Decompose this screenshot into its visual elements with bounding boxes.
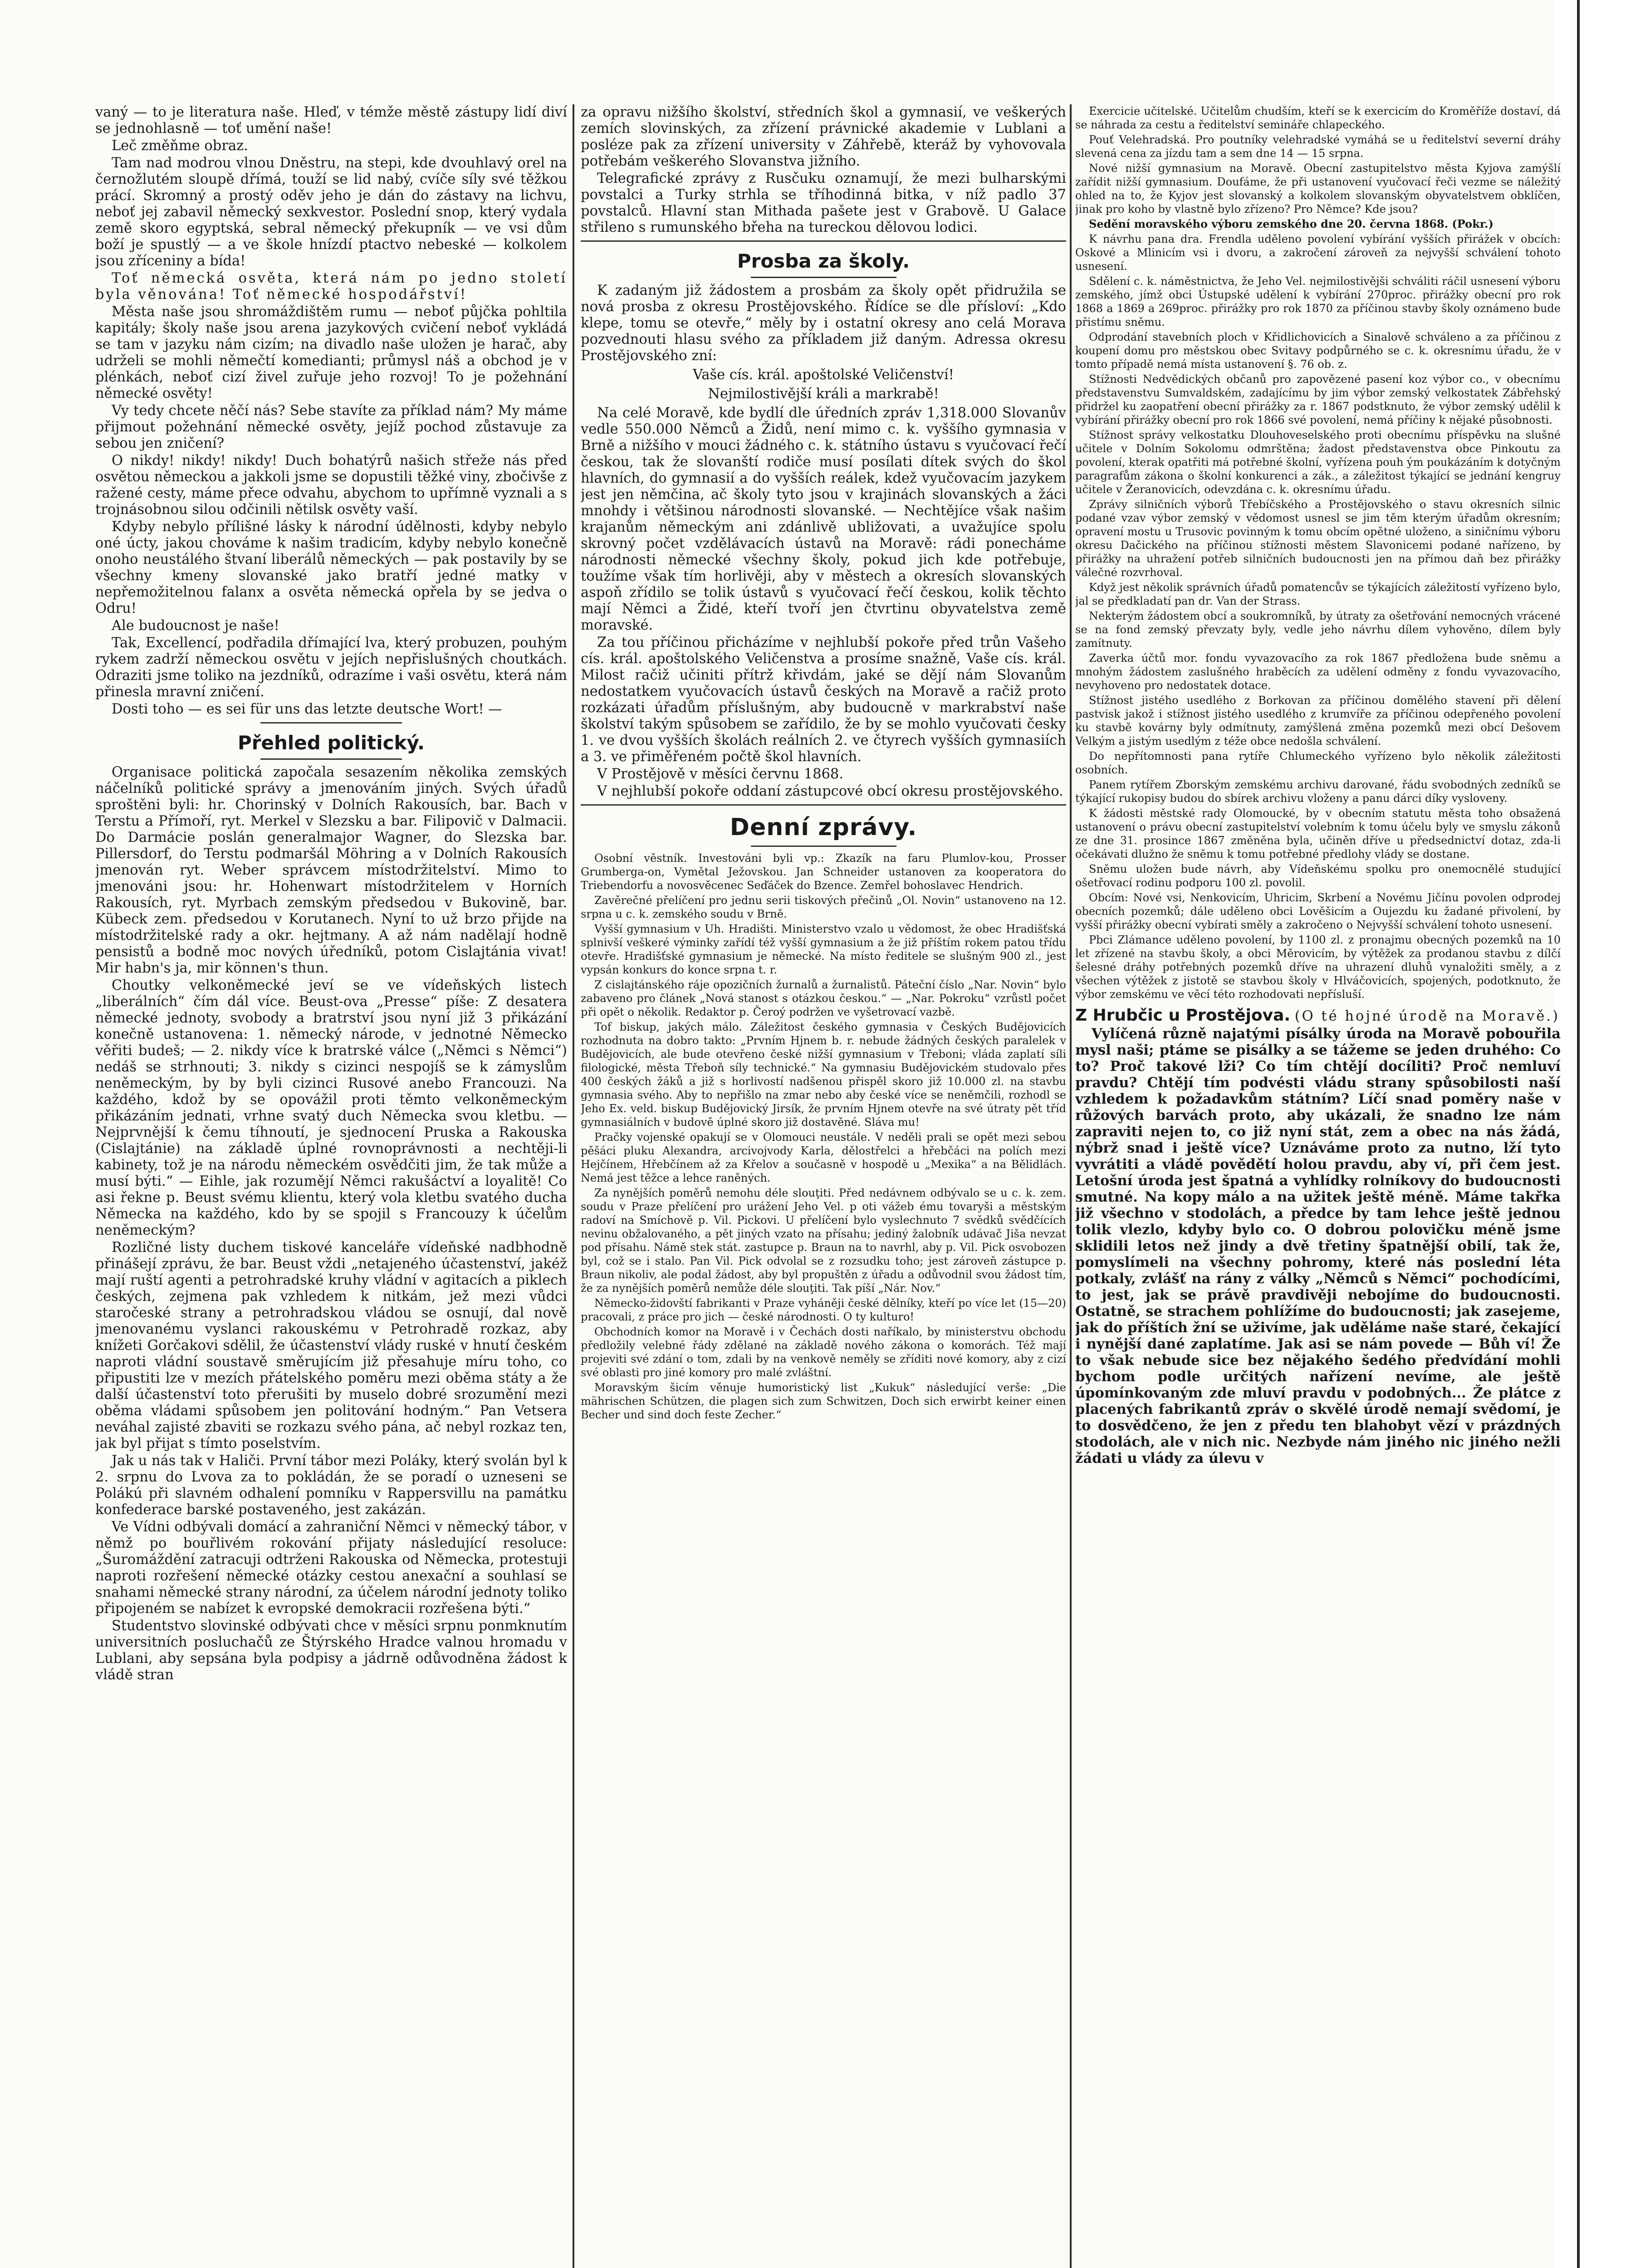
news-item: Za nynějších poměrů nemohu déle slouţiti. Před nedávnem odbývalo se u c. k. zem. soudu v Praze přelíčení pro urážení Jeho Vel. p oti vážeb ému tovaryši a městským radoví na Smíchově p. Vil. Pickovi. U přelíčení bylo vyslechnuto 7 svědků svědčících nevinu obžalovaného, a pět jiných vzato na přísahu; jediný žalobník udávač Jiša nevzat pod přísahu. Námě stek stát. zastupce p. Braun na to navrhl, aby p. Vil. Pick osvobozen byl, což se i stalo. Pan Vil. Pick odvolal se z rozsudku toho; jest zároveň zástupce p. Braun nikoliv, ale podal žádost, aby byl propuštěn z úřadu a odůvodnil svou žádost tím, že za nynějších poměrů nemůže déle slouţiti. Tak píší „Nár. Nov.“ — [581, 1187, 1066, 1295]
article-paragraph: Toť německá osvěta, která nám po jedno století byla věnována! Toť německé hospodářství! — [95, 270, 567, 303]
column-left — [95, 104, 567, 2268]
article-paragraph: Studentstvo slovinské odbývati chce v měsíci srpnu ponmknutím universitních posluchačů ze Štýrského Hradce valnou hromadu v Lublani, aby sepsána byla podpisy a jádrně odůvodněna žádost k vládě stran — [95, 1618, 567, 1683]
article-paragraph: K zadaným již žádostem a prosbám za školy opět přidružila se nová prosba z okresu Prostějovského. Řídíce se dle přísloví: „Kdo klepe, tomu se otevře,“ měly by i ostatní okresy ano celá Morava pozvednouti hlasu svého za příkladem již daným. Adressa okresu Prostějovského zní: — [581, 283, 1066, 364]
column-rule — [1070, 104, 1072, 2268]
article-paragraph: Jak u nás tak v Haliči. První tábor mezi Poláky, který svolán byl k 2. srpnu do Lvova za to pokládán, že se poradí o uzneseni se Polákú při slavném odhalení pomníku v Rappersvillu na památku konfederace barské postaveného, jest zakázán. — [95, 1453, 567, 1518]
article-paragraph: Tam nad modrou vlnou Dněstru, na stepi, kde dvouhlavý orel na černožlutém sloupě dřímá, touží se lid nabý, cvíče síly své těžkou prácí. Skromný a prostý oděv jeho je dán do zástavy na lichvu, neboť jej zabavil německý sexkvestor. Poslední snop, který vydala země skoro egyptská, sebral německý překupník — ve vsi dům boží je spustlý — a ve škole hnízdí ptactvo nebeské — kolkolem jsou zříceniny a bída! — [95, 155, 567, 269]
article-paragraph: za opravu nižšího školství, středních škol a gymnasií, ve veškerých zemích slovinských, za zřízení právnické akademie v Lublani a posléze pak za zřízení university v Záhřebě, kteráž by vyhovovala potřebám veškerého Slovanstva jižního. — [581, 104, 1066, 169]
column-rule — [573, 104, 574, 2268]
article-paragraph: Organisace politická započala sesazením několika zemských náčelníků politické správy a jmenováním jiných. Svých úřadů sproštěni byli: hr. Chorinský v Dolních Rakousích, bar. Bach v Terstu a Přímoří, ryt. Merkel v Slezsku a bar. Filipovič v Dalmacii. Do Darmácie poslán generalmajor Wagner, do Slezska bar. Pillersdorf, do Terstu podmaršál Möhring a v Dolních Rakousích jmenován ryt. Weber správcem místodržitelství. Mimo to jmenováni jsou: hr. Hohenwart místodržitelem v Horních Rakousích, ryt. Myrbach zemským předsedou v Bukovině, bar. Kübeck zem. předsedou v Korutanech. Nyní to už brzo přijde na místodržitelské rady a okr. hejtmany. A až nám nadělají hodně pensistů a bodně moc nových úředníků, potom Cislajtánia vivat! Mir habn's ja, mir können's thun. — [95, 764, 567, 976]
news-item: Nekterým žádostem obcí a soukromníků, by útraty za ošetřování nemocných vrácené se na fond zemský převzaty byly, vedle jeho návrhu dílem vyhověno, dílem byly zamítnuty. — [1075, 610, 1561, 650]
news-item: Do nepřítomnosti pana rytíře Chlumeckého vyřízeno bylo několik záležitosti osobních. — [1075, 750, 1561, 776]
news-item: Moravským šicím věnuje humoristický list „Kukuk“ následující verše: „Die mährischen Schützen, die plagen sich zum Schwitzen, Doch sich erwirbt keiner einen Becher und sind doch feste Zecher.“ — [581, 1381, 1066, 1421]
news-item: Stížnosti Nedvědických občanů pro zapovězené pasení koz výbor co., v obecnímu představenstvu Sumvaldském, zadajícímu by jim výbor zemský velkostatek Zábřehský přidržel ku zaopatření obecní přirážky za r. 1867 podstknuto, že výbor zemský udělil k vybírání přirážky obecní pro rok 1866 své povolení, nemá příčiny k nějaké působnosti. — [1075, 373, 1561, 426]
article-paragraph: Za tou příčinou přicházíme v nejhlubší pokoře před trůn Vašeho cís. král. apoštolského Veličenstva a prosíme snažně, Vaše cís. král. Milost račiž učiniti přítrž křivdám, jaké se dějí nám Slovanům nedostatkem vyučovacích ústavů českých na Moravě a račiž proto rozkázati úřadům příslušným, aby budoucně v markrabství naše školství takým spůsobem se zařídilo, že by se mohlo vyučovati česky 1. ve dvou vyšších školách reálních 2. ve čtyrech vyšších gymnasiích a 3. ve přiměřeném počtě škol hlavních. — [581, 635, 1066, 765]
article-paragraph: Kdyby nebylo přílišné lásky k národní údělnosti, kdyby nebylo oné úcty, jakou chováme k našim tradicím, kdyby nebylo konečně onoho neustálého štvaní liberálů německých — pak postavily by se všechny kmeny slovanské jako bratří jedné matky v nepřemožitelnou falanx a osvěta německá opřela by se jedva o Odru! — [95, 519, 567, 616]
address-line: Vaše cís. král. apoštolské Veličenství! — [693, 367, 954, 383]
news-item: Pbci Zlámance uděleno povolení, by 1100 zl. z pronajmu obecných pozemků na 10 let zřízené na stavbu školy, a obci Měrovicím, by výtěžek za prodanou stavbu z dílčí šelesné dráhy potřebných pozemků dříve na uhrazení dluhů vynaložiti směly, a z všechen výtěžek z jistotě se stavbou školy v Hlváčovicích, spojených, podotknuto, že výbor zemskému ve věcí této rozhodovati nepřísluší. — [1075, 934, 1561, 1001]
article-paragraph: Ve Vídni odbývali domácí a zahraniční Němci v německý tábor, v němž po bouřlivém rokování přijaty následující resolucе: „Šuromáždění zatracuji odtrženi Rakouska od Německa, protestuji naproti rozřešení německé otázky cestou anexační a souhlasí se snahami německé strany národní, za účelem národní jednoty toliko připojeném se nabízet k evropské demokracii rozřešena býti.“ — [95, 1519, 567, 1617]
news-item: Nové nižší gymnasium na Moravě. Obecní zastupitelstvo města Kyjova zamýšlí zařídit nižší gymnasium. Doufáme, že při ustanovení vyučovací řeči vezme se náležitý ohled na to, že Kyjov jest slovanský a kolkolem slovanským obyvatelstvem obklíčen, jinak pro koho by vlastně bylo zřízeno? Pro Němce? Kde jsou? — [1075, 162, 1561, 215]
article-paragraph: Vylíčená různě najatými písálky úrodа na Moravě pobouřila mysl naši; ptáme se pisálky a se tážeme se jeden druhého: Co to? Proč takové lži? Co tím chtějí docíliti? Proč nemluví pravdu? Chtějí tím podvésti vládu strany spůsobilosti naší vzhledem k požadavkům státním? Líčí snad poměry naše v růžových barvách proto, aby ukázali, že snadno lze nám zapraviti nejen to, co již nyní stát, zem a obec na nás žádá, nýbrž snad i ještě více? Uznáváme proto za nutno, lží tyto vyvrátiti a vládě povědětí holou pravdu, aby ví, při čem jest. Letošní úroda jest špatná a vyhlídky rolníkovy do budoucnosti smutné. Na kopy málo a na užitek ještě méně. Máme takřka již všechno v stodolách, a předce by tam lehce ještě jednou tolik vlezlo, kdyby bylo co. O dobrou polovičku méně jsme sklidili letos než jindy a dvě třetiny špatnější obilí, tak že, pomyslímeli na všechny pohromy, které nás poslední léta potkaly, zvlášť na rány z války „Němců s Němci“ pochodícími, to jest, jak se právě pravdivěji nebojíme do budoucnosti. Ostatně, se strachem pohlížíme do budoucnosti; jak zasejeme, jak do příštích žní se uživíme, jak uděláme naše staré, čekající i nynější dané zaplatíme. Jak asi se nám povede — Bůh ví! Že to však nebude sice bez nějakého šedého předvídání mohli bychom podle určitých nařízení nevíme, ale ještě úpomínkovaným zde mluví pravdu v podobných... Že plátce z placených fabrikantů zpráv o skvělé úrodě nemají svědomí, je to dosvědčeno, že jen z předu ten blahobyt vězí v prázdných stodolách, ale v nich nic. Nezbyde nám jiného nic jiného nežli žádati u vlády za úlevu v — [1075, 1026, 1561, 1466]
subsection-note: (Pokr.) — [1452, 217, 1494, 230]
address-line: Nejmilostivější králi a markrabě! — [708, 386, 939, 402]
section-divider — [260, 722, 402, 723]
page-edge-line — [1577, 0, 1580, 2268]
news-item: Obchodních komor na Moravě i v Čechách dosti naříkalo, by ministerstvu obchodu předložily velebné řády zdělané na základě nového zákona o komorách. Též mají projeviti své zdání o tom, zdali by na venkově neměly se zříditi nové komory, aby z cizí své oblasti pro jiné komory pro malé zvláštní. — [581, 1325, 1066, 1379]
section-title: Prosba za školy. — [737, 250, 910, 272]
article-paragraph: Telegrafické zprávy z Rusčuku oznamují, že mezi bulharskými povstalci a Turky strhla se tříhodinná bitka, v níž padlo 37 povstalců. Hlavní stan Mithada pašete jest v Grabově. U Galace střileno s rumunského břeha na tureckou dělovou lodici. — [581, 171, 1066, 235]
article-paragraph: Města naše jsou shromáždištěm rumu — neboť půjčka pohltila kapitály; školy naše jsou arena jazykových cvičení neboť vykládá se tam v jazyku nám cizím; na divadlo naše uložen je harač, aby udrželi se mohli němečtí komedianti; průmysl náš a obchod je v plénkách, neboť cizí živel zuřuje jeho rozvoj! To je požehnání německé osvěty! — [95, 304, 567, 401]
section-divider — [751, 846, 896, 847]
section-divider — [581, 240, 1066, 242]
news-item: Pračky vojenské opakují se v Olomouci neustále. V neděli prali se opět mezi sebou pěšáci pluku Alexandra, arcivojvody Karla, dělostřelci a hřebčáci na polích mezi Hejčínem, Hřebčínem až za Křelov a současně v hospodě u „Mexika“ a na Bělidlách. Nemá jest těžce a lehce raněných. — [581, 1131, 1066, 1184]
article-paragraph: Tak, Excellencí, podřadila dřímající lva, který probuzen, pouhým rykem zadrží německou osvětu v jejích nepřislušných choutkách. Odraziti jsme toliko na jezdníků, odrazíme i vaši osvětu, která nám přinesla mravní zničení. — [95, 635, 567, 700]
news-item: Když jest několik správních úřadů pomatencův se týkajících záležitostí vyřízeno bylo, jal se předkladatí pan dr. Van der Strass. — [1075, 581, 1561, 607]
article-paragraph: Na celé Moravě, kde bydlí dle úředních zpráv 1,318.000 Slovanův vedle 550.000 Němců a Židů, není mimo c. k. vyššího gymnasia v Brně a nižšího v mouci žádného c. k. státního ústavu s vyučovací řečí českou, tak že slovanští rodiče musí posílati dítek svých do škol hlavních, do gymnasií a do vyšších reálek, kdež vyučovacím jazykem jest jen němčina, ač školy tyto jsou v krajinách slovanských a žáci mnohdy i většinou národnosti slovanské. — Nechtějíce však našim krajanům německým ani zdánlivě ubližovati, a uvažujíce spolu skrovný počet vzdělávacích ústavů na Moravě: rádi ponecháme národnosti německé všechny školy, pokud jich kde potřebuje, toužíme však tím horlivěji, aby v městech a okresích slovanských aspoň zřídilo se tolik ústavů s vyučovací řečí českou, kolik těchto mají Němci a Židé, kteří tvoří jen čtvrtinu obyvatelstva země moravské. — [581, 405, 1066, 633]
news-item: Stížnost správy velkostatku Dlouhoveselského proti obecnímu příspěvku na slušné učitele v Dolním Sokolomu odmrštěna; žadost představenstva obce Pinkoutu za povolení, kterak opatřiti má potřebné školní, vyřízena pouh ým poukázáním k dotyčným paragrafům zákona o školní konkurenci a zák., a záležitost týkající se jednání kengruy učitele v Žeranovicích, odevzdána c. k. okresnímu úřadu. — [1075, 429, 1561, 496]
section-divider — [260, 758, 402, 760]
news-item: Stížnost jistého usedlého z Borkovan za příčinou domělého stavení při dělení pastvisk jakož i stížnost jistého usedlého z krumvíře za příčinou odepřeného povolení ku stavbě kovárny byly odmítnuty, zamýšlená změna pozemků mezi obcí Dešovem Velkým a jistým usedlým z téže obce nedošla schválení. — [1075, 694, 1561, 748]
column-right — [1075, 104, 1561, 2268]
section-title: Denní zprávy. — [730, 814, 917, 841]
news-item: Osobní věstník. Investováni byli vp.: Zkazík na faru Plumlov-kou, Prosser Grumberga-on, Vymětal Ježovskou. Jan Schneider ustanoven za kooperatora do Triebendorfu a novosvěcenec Seďáček do Bzence. Zemřel bohoslavec Hendrich. — [581, 852, 1066, 892]
news-item: Zavěrečné přelíčení pro jednu serii tiskových přečinů „Ol. Novin“ ustanoveno na 12. srpna u c. k. zemského soudu v Brně. — [581, 894, 1066, 920]
news-item: Zaverka účtů mor. fondu vyvazovacího za rok 1867 předložena bude sněmu a mnohým žádostem zaslušného hraběcích za udělení odměny z fondu vyvazovacího, nevyhoveno pro nedostatek dotace. — [1075, 652, 1561, 692]
section-title: Přehled politický. — [238, 732, 425, 754]
town-heading: Z Hrubčic u Prostějova. — [1075, 1006, 1291, 1025]
article-paragraph: Ale budoucnost je naše! — [112, 618, 279, 634]
news-item: Odprodání stavebních ploch v Křidlichovicích a Sinalově schváleno a za příčinou z koupení domu pro městskou obec Svitavy podpůrného se c. k. okresnímu úřadu, že v tomto případě nemá místa ustanovení §. 76 ob. z. — [1075, 331, 1561, 371]
article-paragraph: Choutky velkoněmecké jeví se ve vídeňských listech „liberálních“ čím dál více. Beust-ova „Presse“ píše: Z desatera německé jednoty, svobody a bratrství jsou nyní již 3 přikázání konečně ustanovena: 1. německý národe, v jednotné Německo věřiti budeš; — 2. nikdy více k bratrské válce („Němci s Němci“) nedáš se strhnouti; 3. nikdy s cizinci nespojíš se k zámyslům neněmeckým, by by byli cizinci Rusové anebo Francouzi. Na každého, kdož by se opovážil proti těmto velkoněmeckým přikázáním jednati, vrhne svatý duch Německa svou kletbu. — Nejprvnější k čemu tíhnoutí, je sjednocení Pruska a Rakouska (Cislajtánie) na základě úplné rovnoprávnosti a nechtěji-li kabinety, tož je na národu německém osvědčiti jim, že tak může a musí býti.“ — Eihle, jak rozumějí Němci rakušáctví a loyalitě! Co asi řekne p. Beust svému klientu, který vola kletbu svatého ducha Německa na každého, kdo by se spojil s Francouzy k účelům neněmeckým? — [95, 978, 567, 1238]
column-middle — [581, 104, 1066, 1715]
article-paragraph: O nikdy! nikdy! nikdy! Duch bohatýrů našich střeže nás před osvětou německou a jakkoli jsme se dopustili těžké viny, zbočivše z ražené cesty, máme přece odvahu, abychom to upřímně vyznali a s trojnásobnou silou odčinili nětilsk osvěty vaší. — [95, 453, 567, 518]
article-paragraph: Rozličné listy duchem tiskové kanceláře vídeňské nadbhodně přinášejí zprávu, že bar. Beust vždi „netajeného účastenství, jakéž mají ruští agenti a petrohradské kruhy vládní v agitacích a piklech českých, zejmena pak vzhledem k nitkám, jež mezi vůdci staročeské strany a petrohradskou vládou se osnují, dal nově jmenovanému vyslanci rakouskému v Petrohradě rozkaz, aby knížeti Gorčakovi sdělil, že účastenství vlády ruské v hnutí českém naproti vládní soustavě směrujícím již přesahuje míru toho, co připustiti lze v mezích přátelského poměru mezi oběma státy a že další účastenství toto přerušiti by muselo dobré srozumění mezi oběma vládami spůsobem jen politování hodným.“ Pan Vetsera neváhal zajisté zbaviti se rozkazu svého pána, ač nebyl rozkaz ten, jak byl přijat s tímto poselstvím. — [95, 1240, 567, 1452]
signature: V nejhlubší pokoře oddaní zástupcové obcí okresu prostějovského. — [597, 783, 1063, 799]
news-item: K žádosti městské rady Olomoucké, by v obecním statutu města toho obsažená ustanovení o právu obecní zastupitelství volebním k tomu účelu byly ve smyslu zákonů ze dne 31. prosince 1867 změněna byla, učiněn dříve u předsednictví dotaz, zda-li očekávati dlužno že sněmu k tomu potřebné předlohy vlády se dostane. — [1075, 807, 1561, 860]
news-item: Z cislajtánského ráje opozičních žurnalů a žurnalistů. Páteční číslo „Nar. Novin“ bylo zabaveno pro článek „Nová stanost s otázkou českou.“ — „Nar. Pokroku“ vzrůstl počet při opět o několik. Redaktor p. Čeroý podržen ve vyšetrovací vazbě. — [581, 978, 1066, 1018]
article-paragraph: V Prostějově v měsíci červnu 1868. — [597, 766, 844, 782]
news-item: Tof biskup, jakých málo. Záležitost českého gymnasia v Českých Budějovicích rozhodnuta na dobro takto: „Prvním Hjnem b. r. nebude žádných českých paralelek v Budějovicích, ale bude otevřeno české nižší gymnasium v Třeboni; vláda zaplatí síli filologické, města Třeboň síly technické.“ Na gymnasiu Budějovickém studovalo přes 400 českých žáků a již s horlivostí nadšenou přispěl skoro již 10.000 zl. na stavbu gymnasia svého. Aby to nepřišlo na zmar nebo aby české více se neněmčili, rozhodl se Jeho Ex. veld. biskup Budějovický Jirsík, že prvním Hjnem otevře na své útraty pět tříd gymnasiálních v budově úplné skoro již dostavěné. Sláva mu! — [581, 1021, 1066, 1129]
news-item: Panem rytířem Zborským zemskému archivu darované, řádu svobodných zedníků se týkající rukopisy budou do sbírek archivu vloženy a panu dárci díky vysloveny. — [1075, 778, 1561, 805]
subsection-title: Sedění moravského výboru zemského dne 20. června 1868. — [1089, 217, 1448, 230]
subsection-head — [1075, 217, 1561, 231]
news-item: Zprávy silničních výborů Třebíčského a Prostějovského o stavu okresních silnic podané vzav výbor zemský v vědomost usnesl se jim těm kterým úřadům okresním; opravení mostu u Trusovic povinným k tomu obcím opětné uloženo, a siničnímu výboru okresu Dačického na příčinou stížnosti městem Slavonicemi podané nařízeno, by přirážky na uhražení potřeb silničních budoucnosti jen na přímou daň bez přirážky válečné rozvrhoval. — [1075, 498, 1561, 579]
article-paragraph: vaný — to je literatura naše. Hleď, v témže městě zástupy lidí diví se jednohlasně — toť umění naše! — [95, 104, 567, 137]
news-item: Sněmu uložen bude návrh, aby Vídeňskému spolku pro onemocnělé studující ošetřovací rodinu podporu 100 zl. povolil. — [1075, 863, 1561, 889]
article-paragraph: Dosti toho — es sei für uns das letzte deutsche Wort! — — [112, 701, 502, 717]
news-item: Pouť Velehradská. Pro poutníky velehradské vymáhá se u ředitelství severní dráhy slevená cena za jízdu tam a sem dne 14 — 15 srpna. — [1075, 133, 1561, 160]
section-divider — [581, 804, 1066, 806]
news-item: Obcím: Nové vsi, Nenkovicím, Uhricim, Skrbení a Novému Jičínu povolen odprodej obecních pozemků; dále uděleno obci Lověšicím a Oujezdu ku žadané přivolení, by vyšší přirážky obecní vybírati směly a zakročeno o Nejvyšší schválení tohoto usnesení. — [1075, 891, 1561, 931]
article-lead — [1075, 1007, 1561, 1025]
page-margin — [1553, 0, 1626, 2268]
article-paragraph: Vy tedy chcete něčí nás? Sebe stavíte za příklad nám? My máme přijmout požehnání německé osvěty, jejíž pochod zůstavuje za sebou jen zničení? — [95, 403, 567, 451]
news-item: Sdělení c. k. náměstnictva, že Jeho Vel. nejmilostivějši schváliti ráčil usnesení výboru zemského, jímž obci Ústupské udělení k vybírání 270proc. přirážky obecní pro rok 1868 a 1869 a 269proc. přirážky pro rok 1870 za příčinou stavby školy oznámeno bude přistímu sněmu. — [1075, 275, 1561, 328]
news-item: Vyšší gymnasium v Uh. Hradišti. Ministerstvo vzalo u vědomost, že obec Hradišťská splnivší veškeré výminky zařídí též vyšší gymnasium a že již příštím rokem patou třídu otevře. Hradišťské gymnasium je německé. Na místo ředitele se slušným 900 zl., jest vypsán konkurs do konce srpna t. r. — [581, 923, 1066, 976]
article-paragraph: Leč změňme obraz. — [112, 138, 248, 154]
news-item: Exercicie učitelské. Učitelům chudším, kteří se k exercicím do Kroměříže dostaví, dá se náhrada za cestu a ředitelství semináře chlapeckého. — [1075, 105, 1561, 131]
news-item: K návrhu pana dra. Frendla uděleno povolení vybírání vyšších přirážek v obcích: Oskové a Mlinicím vsi i dvoru, a zakročení zároveň za nejvyšší schválení tohoto usnesení. — [1075, 233, 1561, 273]
town-note: (O té hojné úrodě na Moravě.) — [1294, 1008, 1560, 1024]
section-divider — [751, 277, 896, 278]
news-item: Německo-židovští fabrikanti v Praze vyháněji české dělníky, kteří po více let (15—20) pracovali, z práce pro jich — české národnosti. O ty kulturo! — [581, 1297, 1066, 1323]
